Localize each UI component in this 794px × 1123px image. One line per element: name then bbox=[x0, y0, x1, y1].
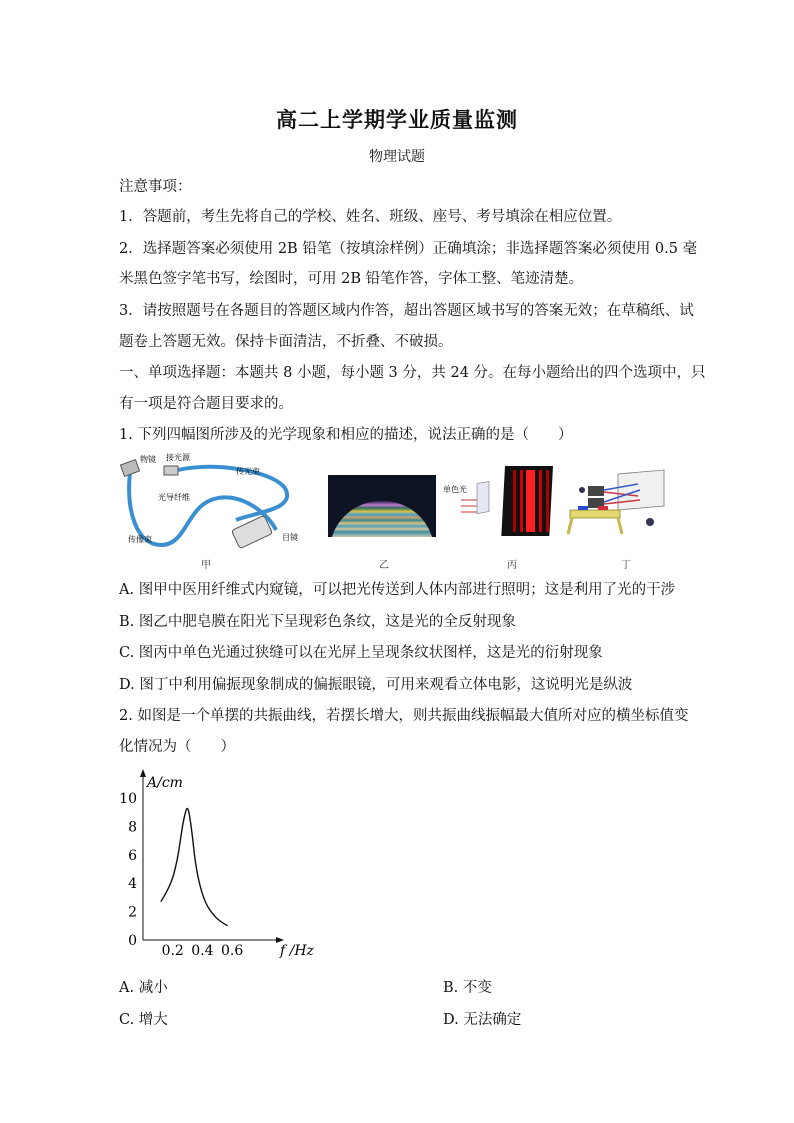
label-jieguangyuan: 接光源 bbox=[166, 453, 190, 462]
light-connector-icon bbox=[164, 466, 178, 475]
figure-polarized-projection bbox=[560, 466, 670, 538]
caption-ding: 丁 bbox=[621, 560, 631, 571]
y-tick-label: 4 bbox=[128, 876, 137, 893]
q1-option-b: B. 图乙中肥皂膜在阳光下呈现彩色条纹，这是光的全反射现象 bbox=[119, 614, 516, 630]
q1-option-a: A. 图甲中医用纤维式内窥镜，可以把光传送到人体内部进行照明；这是利用了光的干涉 bbox=[119, 582, 676, 598]
section-heading: 一、单项选择题：本题共 8 小题，每小题 3 分，共 24 分。在每小题给出的四个选项中，只 bbox=[119, 365, 706, 381]
q1-option-c: C. 图丙中单色光通过狭缝可以在光屏上呈现条纹状图样，这是光的衍射现象 bbox=[119, 645, 603, 661]
q1-option-d: D. 图丁中利用偏振现象制成的偏振眼镜，可用来观看立体电影，这说明光是纵波 bbox=[119, 677, 633, 693]
notice-item: 米黑色签字笔书写，绘图时，可用 2B 铅笔作答，字体工整、笔迹清楚。 bbox=[119, 271, 584, 287]
polarized-glasses-icon bbox=[570, 510, 620, 518]
label-chuanxiangshu: 传像束 bbox=[128, 535, 152, 544]
question-2-stem-cont: 化情况为（ ） bbox=[119, 739, 235, 755]
slit-plate-icon bbox=[477, 482, 489, 514]
q2-option-b: B. 不变 bbox=[443, 980, 492, 996]
notice-heading: 注意事项： bbox=[119, 179, 192, 195]
y-tick-label: 10 bbox=[119, 791, 137, 807]
resonance-curve bbox=[161, 808, 228, 925]
question-2-stem: 2. 如图是一个单摆的共振曲线，若摆长增大，则共振曲线振幅最大值所对应的横坐标值变 bbox=[119, 708, 689, 724]
caption-bing: 丙 bbox=[507, 560, 517, 571]
projector-icon bbox=[588, 486, 604, 496]
label-guangdaoxianwei: 光导纤维 bbox=[158, 493, 190, 502]
resonance-curve-chart bbox=[110, 765, 330, 965]
page-subtitle: 物理试题 bbox=[369, 149, 425, 165]
question-1-stem: 1. 下列四幅图所涉及的光学现象和相应的描述，说法正确的是（ ） bbox=[119, 427, 573, 443]
y-axis-label: A/cm bbox=[147, 775, 183, 791]
label-wujing: 物镜 bbox=[140, 455, 156, 464]
caption-jia: 甲 bbox=[201, 560, 211, 571]
q2-option-a: A. 减小 bbox=[119, 980, 168, 996]
notice-item: 3．请按照题号在各题目的答题区域内作答，超出答题区域书写的答案无效；在草稿纸、试 bbox=[119, 303, 694, 319]
caption-yi: 乙 bbox=[379, 560, 389, 571]
notice-item: 题卷上答题无效。保持卡面清洁，不折叠、不破损。 bbox=[119, 334, 453, 350]
figure-endoscope bbox=[116, 450, 316, 570]
q2-option-c: C. 增大 bbox=[119, 1012, 168, 1028]
figure-soap-film bbox=[328, 475, 436, 537]
y-tick-label: 2 bbox=[128, 904, 137, 921]
label-danseguang: 单色光 bbox=[443, 485, 467, 494]
x-axis-label: f /Hz bbox=[280, 943, 314, 959]
y-tick-label: 0 bbox=[128, 933, 137, 949]
x-tick-label: 0.2 bbox=[161, 943, 184, 959]
y-tick-label: 8 bbox=[128, 819, 137, 836]
q2-option-d: D. 无法确定 bbox=[443, 1012, 522, 1028]
page-title: 高二上学期学业质量监测 bbox=[276, 107, 518, 132]
label-mujing: 目镜 bbox=[282, 533, 298, 542]
notice-item: 1．答题前，考生先将自己的学校、姓名、班级、座号、考号填涂在相应位置。 bbox=[119, 209, 622, 225]
section-heading-cont: 有一项是符合题目要求的。 bbox=[119, 396, 293, 412]
y-tick-label: 6 bbox=[128, 847, 137, 864]
label-chuanguangshu: 传光束 bbox=[236, 467, 260, 476]
figure-single-slit bbox=[441, 466, 557, 536]
notice-item: 2．选择题答案必须使用 2B 铅笔（按填涂样例）正确填涂；非选择题答案必须使用 0.5 毫 bbox=[119, 241, 698, 257]
x-tick-label: 0.6 bbox=[221, 943, 244, 959]
x-tick-label: 0.4 bbox=[191, 943, 214, 959]
objective-lens-icon bbox=[120, 460, 139, 477]
